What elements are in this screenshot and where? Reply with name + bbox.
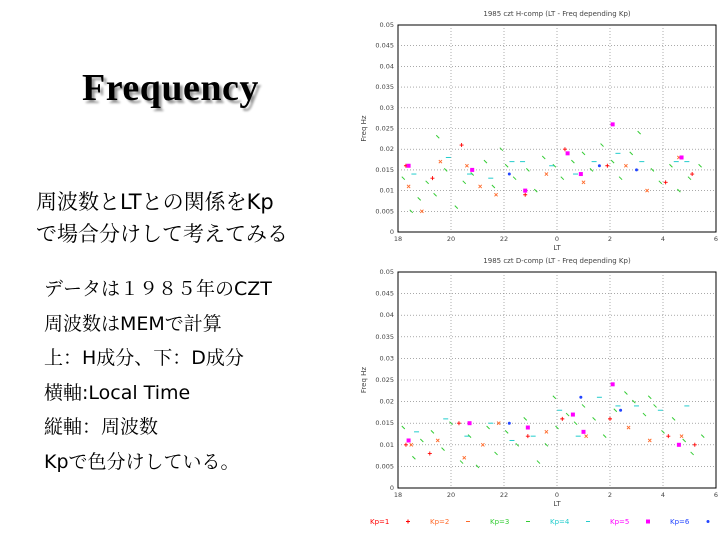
x-tick-label: 4: [660, 235, 666, 243]
y-tick-label: 0.005: [375, 207, 394, 216]
x-axis-label: LT: [553, 500, 561, 508]
data-point: [579, 396, 582, 399]
data-point: [677, 443, 681, 447]
data-point: [470, 168, 474, 172]
y-tick-label: 0: [389, 228, 394, 236]
note-line: Kpで色分けしている。: [44, 450, 240, 473]
legend-label: Kp=4: [550, 518, 570, 526]
y-tick-label: 0.05: [379, 268, 394, 276]
legend-marker: [406, 520, 410, 524]
x-tick-label: 22: [499, 235, 509, 243]
x-tick-label: 2: [607, 491, 613, 499]
x-tick-label: 2: [607, 235, 613, 243]
data-point: [611, 382, 615, 386]
y-tick-label: 0.02: [379, 145, 394, 154]
y-tick-label: 0.015: [375, 419, 394, 428]
legend-label: Kp=5: [610, 518, 630, 526]
data-point: [508, 173, 511, 176]
x-tick-label: 0: [554, 491, 560, 499]
note-line: 周波数はMEMで計算: [44, 312, 222, 335]
y-tick-label: 0.025: [375, 376, 394, 384]
data-point: [523, 189, 527, 193]
y-tick-label: 0.05: [379, 21, 394, 29]
x-tick-label: 20: [446, 235, 456, 243]
x-tick-label: 6: [713, 491, 719, 499]
legend-label: Kp=3: [490, 518, 510, 526]
y-tick-label: 0.04: [379, 311, 394, 320]
x-tick-label: 0: [554, 235, 560, 243]
y-tick-label: 0.02: [379, 397, 394, 406]
legend-marker: [707, 520, 710, 523]
x-tick-label: 18: [393, 235, 403, 243]
y-tick-label: 0.03: [379, 103, 394, 112]
y-tick-label: 0.035: [375, 332, 394, 341]
y-tick-label: 0.035: [375, 83, 394, 92]
data-point: [566, 151, 570, 155]
legend-marker: [646, 520, 650, 524]
y-tick-label: 0.015: [375, 165, 394, 174]
data-point: [508, 422, 511, 425]
x-tick-label: 20: [446, 491, 456, 499]
slide-title: Frequency: [82, 67, 259, 109]
data-point: [680, 155, 684, 159]
y-axis-label: Freq Hz: [360, 366, 368, 394]
note-line: データは１９８５年のCZT: [44, 278, 272, 300]
note-line: 横軸:Local Time: [44, 381, 191, 404]
data-point: [407, 164, 411, 168]
data-point: [598, 164, 601, 167]
subtitle-line: 周波数とLTとの関係をKp: [36, 190, 274, 214]
y-tick-label: 0.005: [375, 462, 394, 471]
y-tick-label: 0.045: [375, 41, 394, 50]
y-tick-label: 0.01: [379, 186, 394, 195]
y-tick-label: 0.04: [379, 62, 394, 71]
data-point: [571, 413, 575, 417]
data-point: [611, 122, 615, 126]
x-tick-label: 22: [499, 491, 509, 499]
note-line: 上：H成分、下：D成分: [44, 347, 244, 369]
plot-title: 1985 czt D-comp (LT - Freq depending Kp): [483, 257, 631, 265]
y-tick-label: 0.03: [379, 354, 394, 363]
note-line: 縦軸：周波数: [44, 416, 159, 438]
y-tick-label: 0.025: [375, 124, 394, 133]
data-point: [468, 421, 472, 425]
data-point: [619, 409, 622, 412]
data-point: [579, 172, 583, 176]
x-tick-label: 18: [393, 491, 403, 499]
data-point: [526, 426, 530, 430]
data-point: [582, 430, 586, 434]
data-point: [407, 438, 411, 442]
data-point: [635, 168, 638, 171]
plot-title: 1985 czt H-comp (LT - Freq depending Kp): [483, 10, 631, 18]
y-tick-label: 0.01: [379, 440, 394, 449]
legend-label: Kp=1: [370, 518, 390, 526]
y-axis-label: Freq Hz: [360, 115, 368, 142]
x-tick-label: 4: [660, 491, 666, 499]
x-axis-label: LT: [553, 244, 561, 252]
y-tick-label: 0: [389, 484, 394, 492]
legend-label: Kp=6: [670, 518, 690, 526]
subtitle-line: で場合分けして考えてみる: [36, 222, 288, 246]
y-tick-label: 0.045: [375, 289, 394, 298]
legend-label: Kp=2: [430, 518, 450, 526]
x-tick-label: 6: [713, 235, 719, 243]
